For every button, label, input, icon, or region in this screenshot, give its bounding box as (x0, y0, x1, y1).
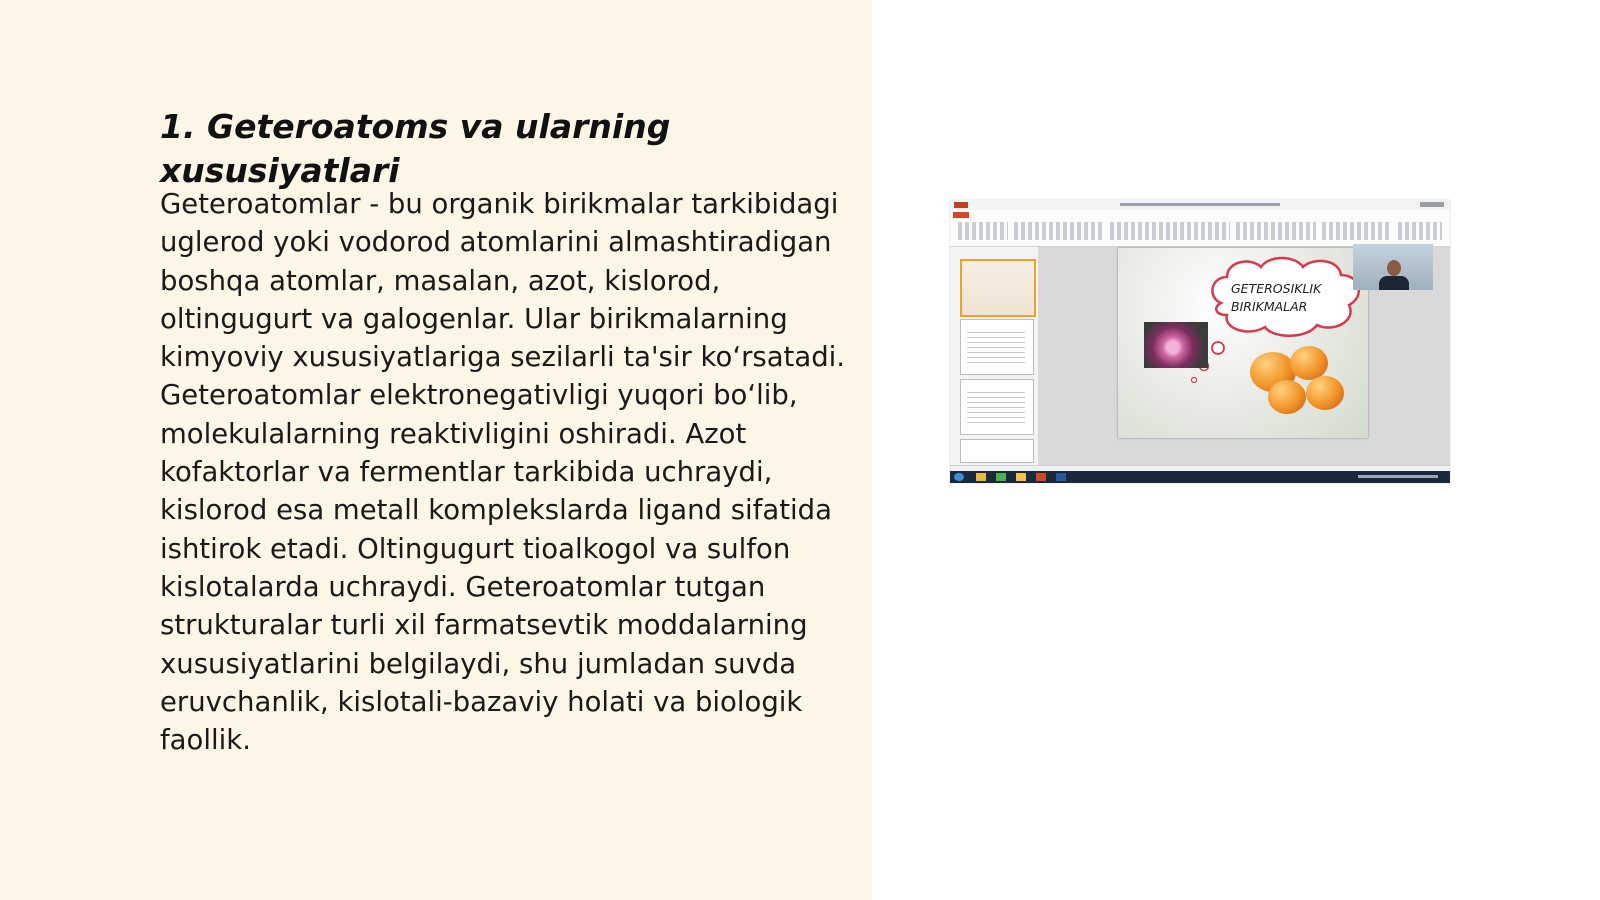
ribbon-group-editing (1398, 222, 1442, 240)
slide-thumbnail-4 (960, 439, 1034, 463)
word-taskbar-icon (1056, 473, 1066, 481)
slide-thumbnail-pane (950, 247, 1039, 465)
windows-taskbar (950, 471, 1450, 483)
ribbon-group-slides (1014, 222, 1104, 240)
presenter-head (1387, 260, 1401, 276)
peach-image (1268, 380, 1306, 414)
slide-body-text: Geteroatomlar - bu organik birikmalar tarkibidagi uglerod yoki vodorod atomlarini almashtiradigan boshqa atomlar, masalan, azot, kislorod, oltingugurt va galogenlar. Ular birikmalarning kimyoviy xususiyatlariga sezilarli ta'sir ko‘rsatadi. Geteroatomlar elektronegativligi yuqori bo‘lib, molekulalarning reaktivligini oshiradi. Azot kofaktorlar va fermentlar tarkibida uchraydi, kislorod esa metall komplekslarda ligand sifatida ishtirok etadi. Oltingugurt tioalkogol va sulfon kislotalarda uchraydi. Geteroatomlar tutgan strukturalar turli xil farmatsevtik moddalarning xususiyatlarini belgilaydi, shu jumladan suvda eruvchanlik, kislotali-bazaviy holati va biologik faollik. (160, 188, 846, 757)
peach-image (1306, 376, 1344, 410)
powerpoint-ribbon (950, 210, 1450, 247)
ribbon-group-paragraph (1236, 222, 1316, 240)
file-tab (953, 212, 969, 218)
thought-bubble-text (1231, 280, 1331, 316)
webcam-overlay (1353, 244, 1433, 290)
start-button-icon (954, 473, 964, 481)
powerpoint-logo-icon (954, 202, 968, 208)
ribbon-group-clipboard (958, 222, 1008, 240)
browser-icon (996, 473, 1006, 481)
ribbon-group-drawing (1322, 222, 1392, 240)
system-tray (1358, 475, 1438, 478)
window-caption (1120, 203, 1280, 206)
slide-thumbnail-2 (960, 319, 1034, 375)
flower-image (1144, 322, 1208, 368)
ribbon-group-font (1110, 222, 1230, 240)
presenter-body (1379, 276, 1409, 290)
window-controls-icon (1420, 202, 1444, 207)
bubble-line-1: GETEROSIKLIK (1231, 281, 1322, 296)
slide-thumbnail-3 (960, 379, 1034, 435)
bubble-line-2: BIRIKMALAR (1231, 299, 1308, 314)
slide-thumbnail-1 (960, 259, 1036, 317)
powerpoint-taskbar-icon (1036, 473, 1046, 481)
slide-title: 1. Geteroatoms va ularning xususiyatlari (160, 107, 671, 190)
powerpoint-title-bar (950, 200, 1450, 210)
embedded-screenshot (950, 200, 1450, 483)
app-icon (1016, 473, 1026, 481)
file-explorer-icon (976, 473, 986, 481)
peach-image (1290, 346, 1328, 380)
